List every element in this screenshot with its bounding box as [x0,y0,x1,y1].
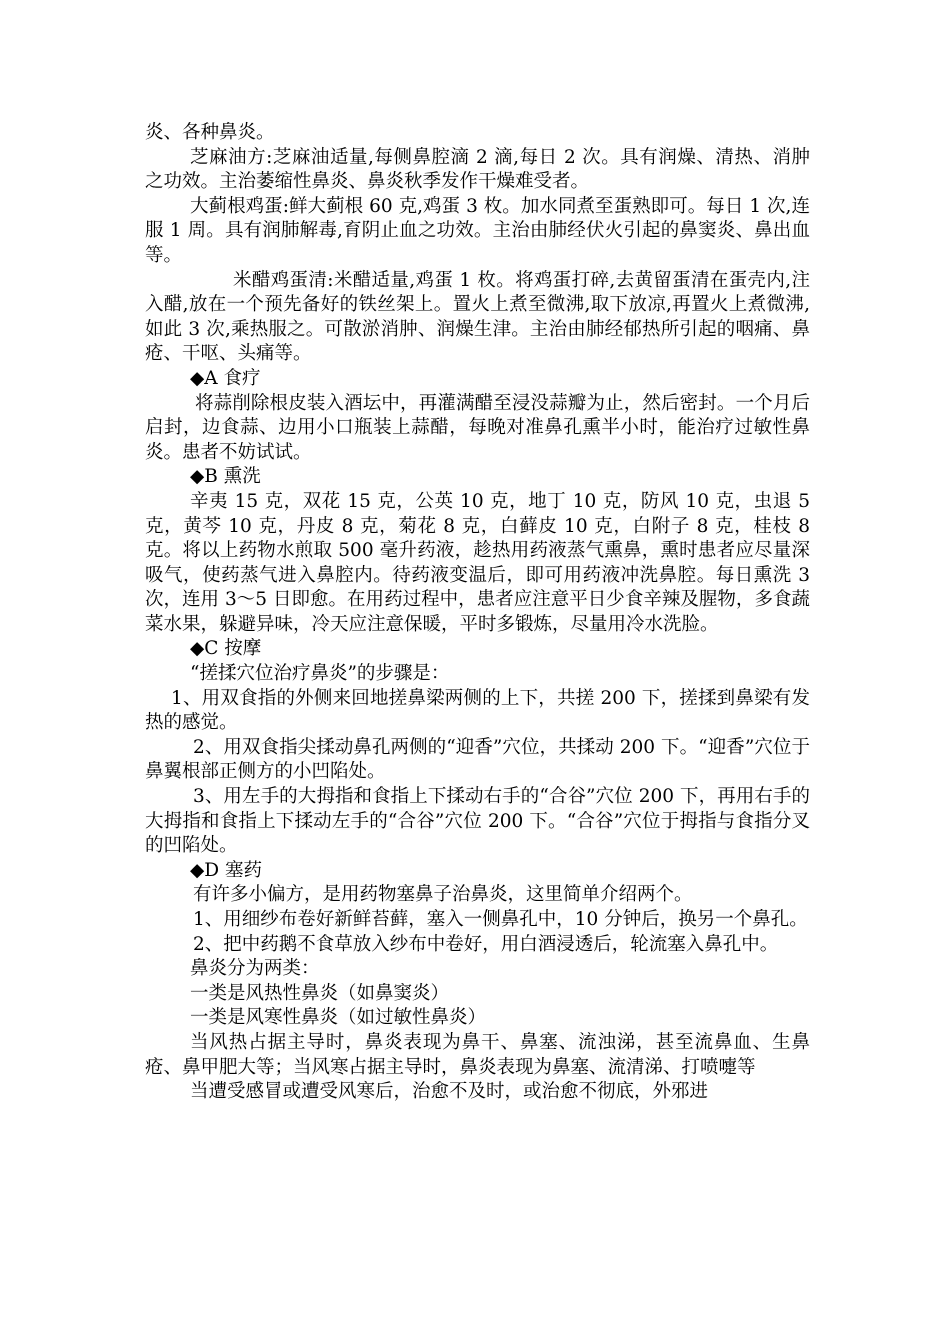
heading-a-diet: ◆A 食疗 [190,367,261,389]
paragraph-massage-step-2: 2、用双食指尖揉动鼻孔两侧的“迎香”穴位，共揉动 200 下。“迎香”穴位于鼻翼根部正侧方的小凹陷处。 [145,736,810,783]
paragraph-massage-step-3: 3、用左手的大拇指和食指上下揉动右手的“合谷”穴位 200 下，再用右手的大拇指和食指上下揉动左手的“合谷”穴位 200 下。“合谷”穴位于拇指与食指分叉的凹陷处。 [145,786,810,857]
paragraph-massage-step-1: 1、用双食指的外侧来回地搓鼻梁两侧的上下，共搓 200 下，搓揉到鼻梁有发热的感觉。 [145,687,810,734]
paragraph-sesame-oil: 芝麻油方:芝麻油适量,每侧鼻腔滴 2 滴,每日 2 次。具有润燥、清热、消肿之功效。主治萎缩性鼻炎、鼻炎秋季发作干燥难受者。 [145,146,810,193]
paragraph-two-types: 鼻炎分为两类： [190,958,320,980]
paragraph-garlic-vinegar: 将蒜削除根皮装入酒坛中，再灌满醋至浸没蒜瓣为止，然后密封。一个月后启封，边食蒜、边用小口瓶装上蒜醋，每晚对准鼻孔熏半小时，能治疗过敏性鼻炎。患者不妨试试。 [145,392,810,463]
paragraph-nasal-plug-intro: 有许多小偏方，是用药物塞鼻子治鼻炎，这里简单介绍两个。 [193,884,693,906]
paragraph-massage-intro: “搓揉穴位治疗鼻炎”的步骤是： [190,663,450,685]
paragraph-nasal-plug-1: 1、用细纱布卷好新鲜苔藓，塞入一侧鼻孔中，10 分钟后，换另一个鼻孔。 [193,909,808,930]
paragraph-wind-cold-type: 一类是风寒性鼻炎（如过敏性鼻炎） [190,1007,487,1029]
paragraph-causes: 当遭受感冒或遭受风寒后，治愈不及时，或治愈不彻底，外邪进 [190,1081,709,1103]
paragraph-nasal-plug-2: 2、把中药鹅不食草放入纱布中卷好，用白酒浸透后，轮流塞入鼻孔中。 [193,933,779,955]
paragraph-vinegar-egg: 米醋鸡蛋清:米醋适量,鸡蛋 1 枚。将鸡蛋打碎,去黄留蛋清在蛋壳内,注入醋,放在一个预先备好的铁丝架上。置火上煮至微沸,取下放凉,再置火上煮微沸,如此 3 次,乘热服之。可散淤消肿、润燥生津。主治由肺经郁热所引起的咽痛、鼻疮、干呕、头痛等。 [145,269,810,365]
paragraph-wind-heat-type: 一类是风热性鼻炎（如鼻窦炎） [190,982,450,1004]
heading-b-fumigation: ◆B 熏洗 [190,466,261,488]
paragraph-herbal-fumigation: 辛夷 15 克，双花 15 克，公英 10 克，地丁 10 克，防风 10 克，虫退 5 克，黄芩 10 克，丹皮 8 克，菊花 8 克，白藓皮 10 克，白附子 8 克，桂枝 8 克。将以上药物水煎取 500 毫升药液，趁热用药液蒸气熏鼻，熏时患者应尽量深吸气，使药蒸气进入鼻腔内。待药液变温后，即可用药液冲洗鼻腔。每日熏洗 3 次，连用 3～5 日即愈。在用药过程中，患者应注意平日少食辛辣及腥物，多食蔬菜水果，躲避异味，冷天应注意保暖，平时多锻炼，尽量用冷水洗脸。 [145,490,810,635]
heading-c-massage: ◆C 按摩 [190,638,262,660]
document-page [145,121,810,1105]
paragraph-symptoms: 当风热占据主导时，鼻炎表现为鼻干、鼻塞、流浊涕，甚至流鼻血、生鼻疮、鼻甲肥大等；当风寒占据主导时，鼻炎表现为鼻塞、流清涕、打喷嚏等 [145,1031,810,1078]
heading-d-nasal-plug: ◆D 塞药 [190,859,262,881]
paragraph-thistle-egg: 大蓟根鸡蛋:鲜大蓟根 60 克,鸡蛋 3 枚。加水同煮至蛋熟即可。每日 1 次,连服 1 周。具有润肺解毒,育阴止血之功效。主治由肺经伏火引起的鼻窦炎、鼻出血等。 [145,195,810,266]
paragraph-rhinitis-types: 炎、各种鼻炎。 [145,122,275,143]
